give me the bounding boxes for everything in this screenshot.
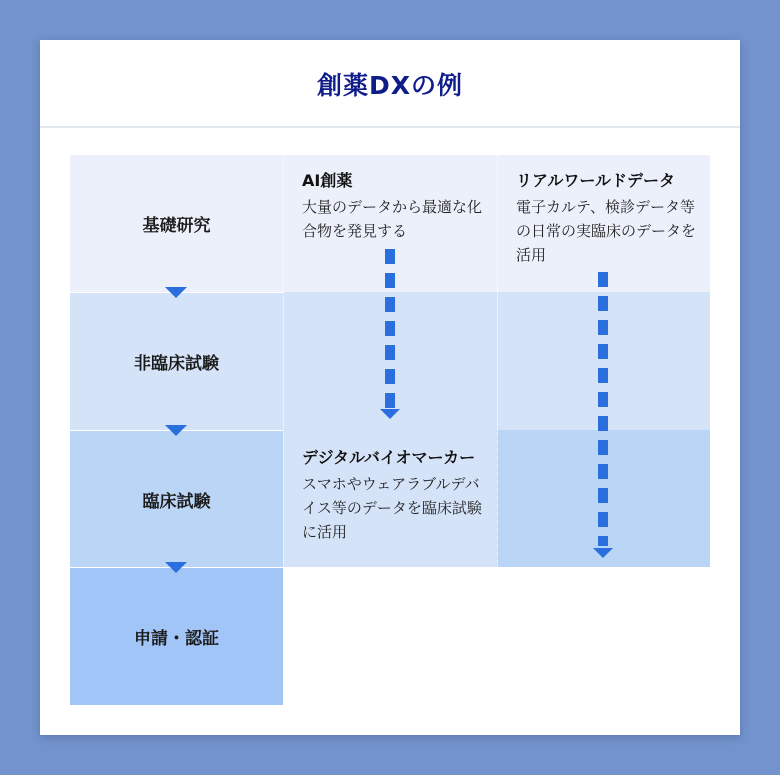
stage-clinical: 臨床試験 <box>142 491 211 512</box>
triangle-down-icon <box>165 562 187 573</box>
triangle-down-icon <box>165 425 187 436</box>
column-divider <box>497 155 498 567</box>
stage-approval: 申請・認証 <box>134 628 219 649</box>
rwd-title: リアルワールドデータ <box>516 171 676 190</box>
ai-drug-desc: 大量のデータから最適な化合物を発見する <box>302 198 483 240</box>
rwd-desc: 電子カルテ、検診データ等の日常の実臨床のデータを活用 <box>516 198 697 264</box>
dashed-arrow-down-icon <box>598 272 608 546</box>
title-bar <box>40 40 740 128</box>
dashed-arrow-down-icon <box>385 249 395 408</box>
page-title: 創薬DXの例 <box>316 71 464 100</box>
stage-nonclinical: 非臨床試験 <box>134 353 219 374</box>
digital-biomarker-title: デジタルバイオマーカー <box>302 448 476 467</box>
triangle-down-icon <box>165 287 187 298</box>
arrow-head-icon <box>593 548 613 558</box>
stage-basic-research: 基礎研究 <box>142 215 211 236</box>
column-divider <box>283 155 284 567</box>
digital-biomarker-desc: スマホやウェアラブルデバイス等のデータを臨床試験に活用 <box>302 475 482 541</box>
diagram-card <box>40 40 740 735</box>
arrow-head-icon <box>380 409 400 419</box>
ai-drug-title: AI創薬 <box>302 171 353 190</box>
